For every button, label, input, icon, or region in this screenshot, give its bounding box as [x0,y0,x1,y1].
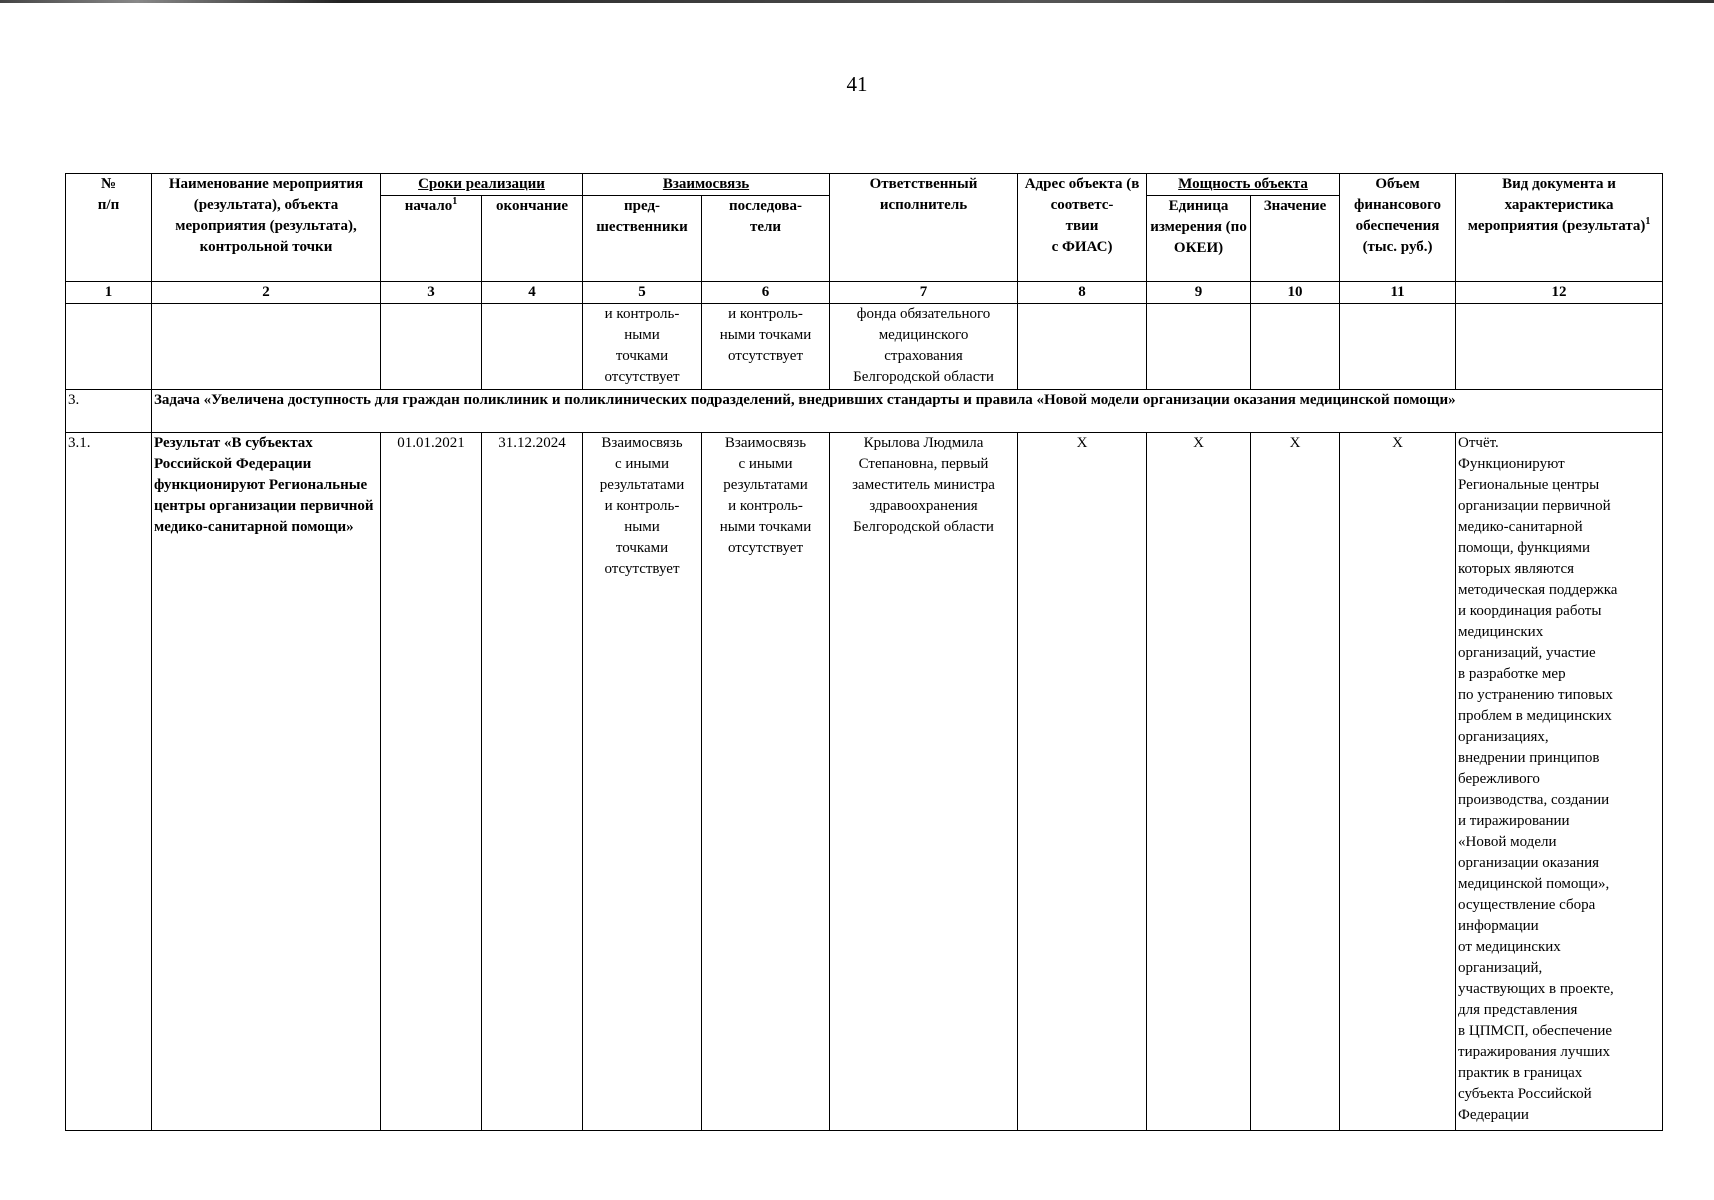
cell-empty [152,304,381,390]
column-number: 9 [1147,282,1251,304]
cell-empty [1340,304,1456,390]
column-number: 2 [152,282,381,304]
result-number: 3.1. [66,433,152,1131]
cell-empty [1251,304,1340,390]
cell-empty [1456,304,1663,390]
column-number: 12 [1456,282,1663,304]
column-number-row [66,282,1663,304]
continuation-predecessors: и контроль- ными точками отсутствует [583,304,702,390]
header-name: Наименование мероприятия (результата), объекта мероприятия (результата), контрольной точки [152,174,381,282]
column-number: 1 [66,282,152,304]
continuation-successors: и контроль- ными точками отсутствует [702,304,830,390]
result-document: Отчёт. Функционируют Региональные центры организации первичной медико-санитарной помощи, функциями которых являются методическая поддержка и координация работы медицинских организаций, участие в разработке мер по устранению типовых проблем в медицинских организациях, внедрении принципов бережливого производства, создании и тиражировании «Новой модели организации оказания медицинской помощи», осуществление сбора информации от медицинских организаций, участвующих в проекте, для представления в ЦПМСП, обеспечение тиражирования лучших практик в границах субъекта Российской Федерации [1456,433,1663,1131]
task-number: 3. [66,390,152,433]
column-number: 4 [482,282,583,304]
column-number: 7 [830,282,1018,304]
column-number: 8 [1018,282,1147,304]
header-power: Мощность объекта [1147,174,1340,196]
header-unit: Единица измерения (по ОКЕИ) [1147,196,1251,282]
continuation-row [66,304,1663,390]
scan-edge [0,0,1714,3]
header-document: Вид документа и характеристика мероприятия (результата)$^1$ [1456,174,1663,282]
header-start: начало$^1$ [381,196,482,282]
page-number: 41 [846,72,868,96]
result-name: Результат «В субъектах Российской Федерации функционируют Региональные центры организации первичной медико-санитарной помощи» [152,433,381,1131]
task-text: Задача «Увеличена доступность для граждан поликлиник и поликлинических подразделений, внедривших стандарты и правила «Новой модели организации оказания медицинской помощи» [152,390,1663,433]
header-successors: последова- тели [702,196,830,282]
column-number: 5 [583,282,702,304]
result-financing: Х [1340,433,1456,1131]
cell-empty [482,304,583,390]
header-end: окончание [482,196,583,282]
header-value: Значение [1251,196,1340,282]
task-row [66,390,1663,433]
column-number: 6 [702,282,830,304]
result-start-date: 01.01.2021 [381,433,482,1131]
column-number: 3 [381,282,482,304]
header-financing: Объем финансового обеспечения (тыс. руб.) [1340,174,1456,282]
cell-empty [1018,304,1147,390]
result-responsible: Крылова Людмила Степановна, первый заместитель министра здравоохранения Белгородской области [830,433,1018,1131]
header-link: Взаимосвязь [583,174,830,196]
header-responsible: Ответственный исполнитель [830,174,1018,282]
result-end-date: 31.12.2024 [482,433,583,1131]
header-terms: Сроки реализации [381,174,583,196]
column-number: 10 [1251,282,1340,304]
result-unit: Х [1147,433,1251,1131]
result-successors: Взаимосвязь с иными результатами и контроль- ными точками отсутствует [702,433,830,1131]
header-predecessors: пред- шественники [583,196,702,282]
result-predecessors: Взаимосвязь с иными результатами и контроль- ными точками отсутствует [583,433,702,1131]
header-address: Адрес объекта (в соответс- твии с ФИАС) [1018,174,1147,282]
header-row-top [66,174,1663,196]
cell-empty [1147,304,1251,390]
result-address: Х [1018,433,1147,1131]
cell-empty [66,304,152,390]
result-value: Х [1251,433,1340,1131]
result-row [66,433,1663,1131]
project-plan-table [65,173,1663,1131]
cell-empty [381,304,482,390]
continuation-responsible: фонда обязательного медицинского страхования Белгородской области [830,304,1018,390]
header-num: № п/п [66,174,152,282]
column-number: 11 [1340,282,1456,304]
